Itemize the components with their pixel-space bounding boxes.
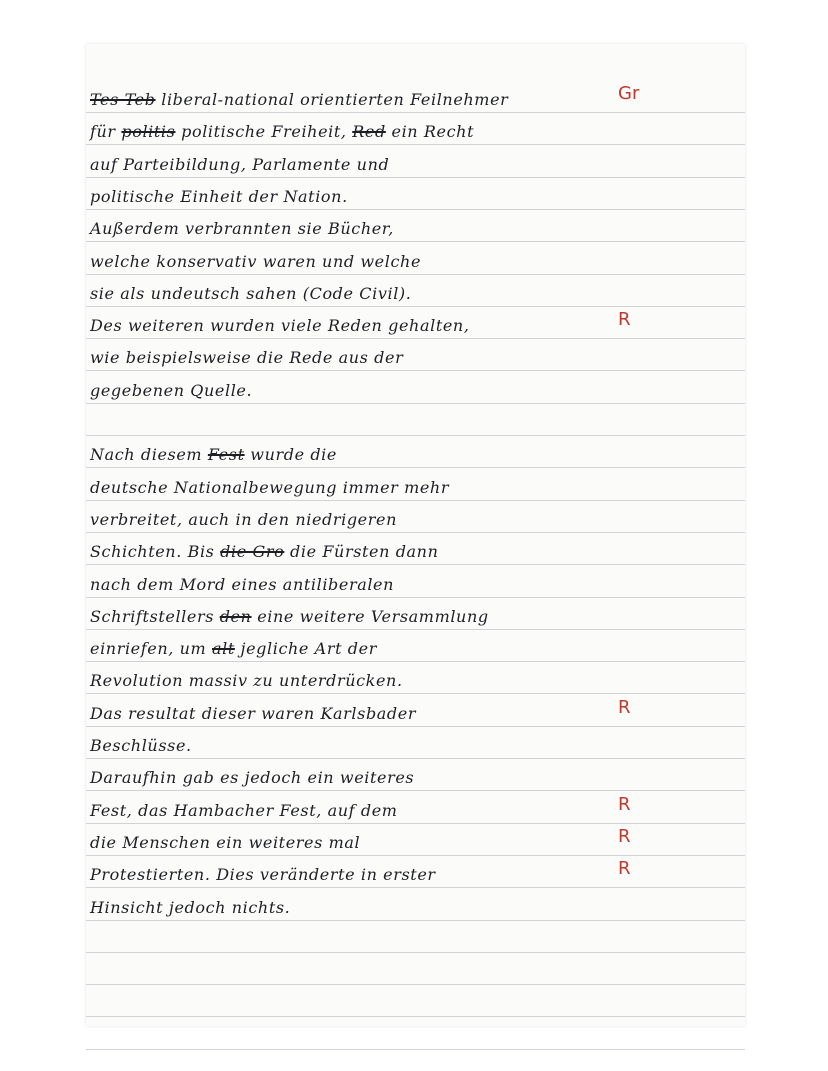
ruled-line (86, 1049, 745, 1050)
struck-word: Tes Teb (90, 90, 156, 109)
text-segment: liberal-national orientierten Feilnehmer (155, 90, 509, 109)
notebook-page (86, 44, 745, 1026)
text-segment: Schichten. Bis (90, 542, 221, 562)
text-segment: Protestierten. Dies veränderte in erster (90, 865, 436, 885)
struck-word: die Gro (220, 542, 285, 562)
text-segment: deutsche Nationalbewegung immer mehr (90, 477, 450, 497)
correction-mark: R (618, 793, 631, 815)
text-line (90, 118, 474, 146)
text-line (90, 280, 411, 308)
text-segment: ein Recht (385, 122, 475, 142)
ruled-line (86, 1016, 745, 1017)
text-segment: Fest, das Hambacher Fest, auf dem (90, 800, 398, 820)
text-line (90, 215, 394, 243)
text-line (90, 474, 449, 502)
text-line (90, 344, 403, 372)
struck-word: Fest (207, 445, 245, 465)
text-line (90, 312, 470, 340)
text-segment: für (90, 122, 122, 142)
text-segment: einriefen, um (90, 639, 212, 659)
text-line (90, 635, 377, 663)
correction-mark: Gr (618, 83, 640, 104)
text-line (90, 86, 508, 114)
text-segment: auf Parteibildung, Parlamente und (90, 154, 390, 174)
text-segment: jegliche Art der (234, 639, 377, 659)
correction-mark: R (618, 858, 631, 880)
text-line (90, 183, 348, 211)
text-segment: Schriftstellers (90, 606, 220, 626)
text-segment: gegebenen Quelle. (90, 380, 253, 400)
text-line (90, 441, 337, 469)
ruled-line (86, 984, 745, 985)
text-segment: Revolution massiv zu unterdrücken. (90, 671, 403, 691)
text-line (90, 667, 403, 695)
text-segment: die Menschen ein weiteres mal (90, 832, 361, 852)
correction-mark: R (618, 825, 631, 847)
correction-mark: R (618, 309, 631, 331)
text-line (90, 700, 416, 728)
text-segment: welche konservativ waren und welche (90, 251, 422, 271)
text-line (90, 538, 439, 566)
text-segment: nach dem Mord eines antiliberalen (90, 574, 395, 594)
text-segment: Nach diesem (90, 445, 208, 465)
text-segment: sie als undeutsch sahen (Code Civil). (90, 283, 412, 303)
text-segment: die Fürsten dann (284, 542, 439, 562)
struck-word: Red (352, 122, 386, 142)
text-line (90, 151, 389, 179)
ruled-line (86, 952, 745, 953)
text-segment: politische Freiheit, (175, 122, 353, 142)
text-segment: wurde die (244, 445, 337, 465)
text-line (90, 764, 414, 792)
text-line (90, 248, 421, 276)
text-segment: Außerdem verbrannten sie Bücher, (90, 219, 394, 239)
text-segment: Des weiteren wurden viele Reden gehalten, (90, 316, 470, 336)
text-line (90, 732, 192, 760)
text-line (90, 506, 397, 534)
text-segment: eine weitere Versammlung (251, 606, 489, 626)
struck-word: alt (211, 639, 235, 659)
text-segment: politische Einheit der Nation. (90, 186, 348, 206)
text-line (90, 797, 398, 825)
text-line (90, 829, 360, 857)
text-segment: wie beispielsweise die Rede aus der (90, 348, 404, 368)
text-line (90, 861, 436, 889)
text-line (90, 571, 394, 599)
correction-mark: R (618, 696, 631, 718)
text-segment: Beschlüsse. (90, 736, 192, 755)
text-line (90, 377, 252, 405)
struck-word: politis (121, 122, 176, 142)
text-line (90, 894, 290, 922)
text-segment: Daraufhin gab es jedoch ein weiteres (90, 768, 415, 788)
struck-word: den (219, 606, 252, 626)
ruled-line (86, 435, 745, 436)
text-segment: Hinsicht jedoch nichts. (90, 897, 291, 917)
text-segment: verbreitet, auch in den niedrigeren (90, 509, 397, 529)
text-line (90, 603, 489, 631)
text-segment: Das resultat dieser waren Karlsbader (90, 703, 417, 723)
